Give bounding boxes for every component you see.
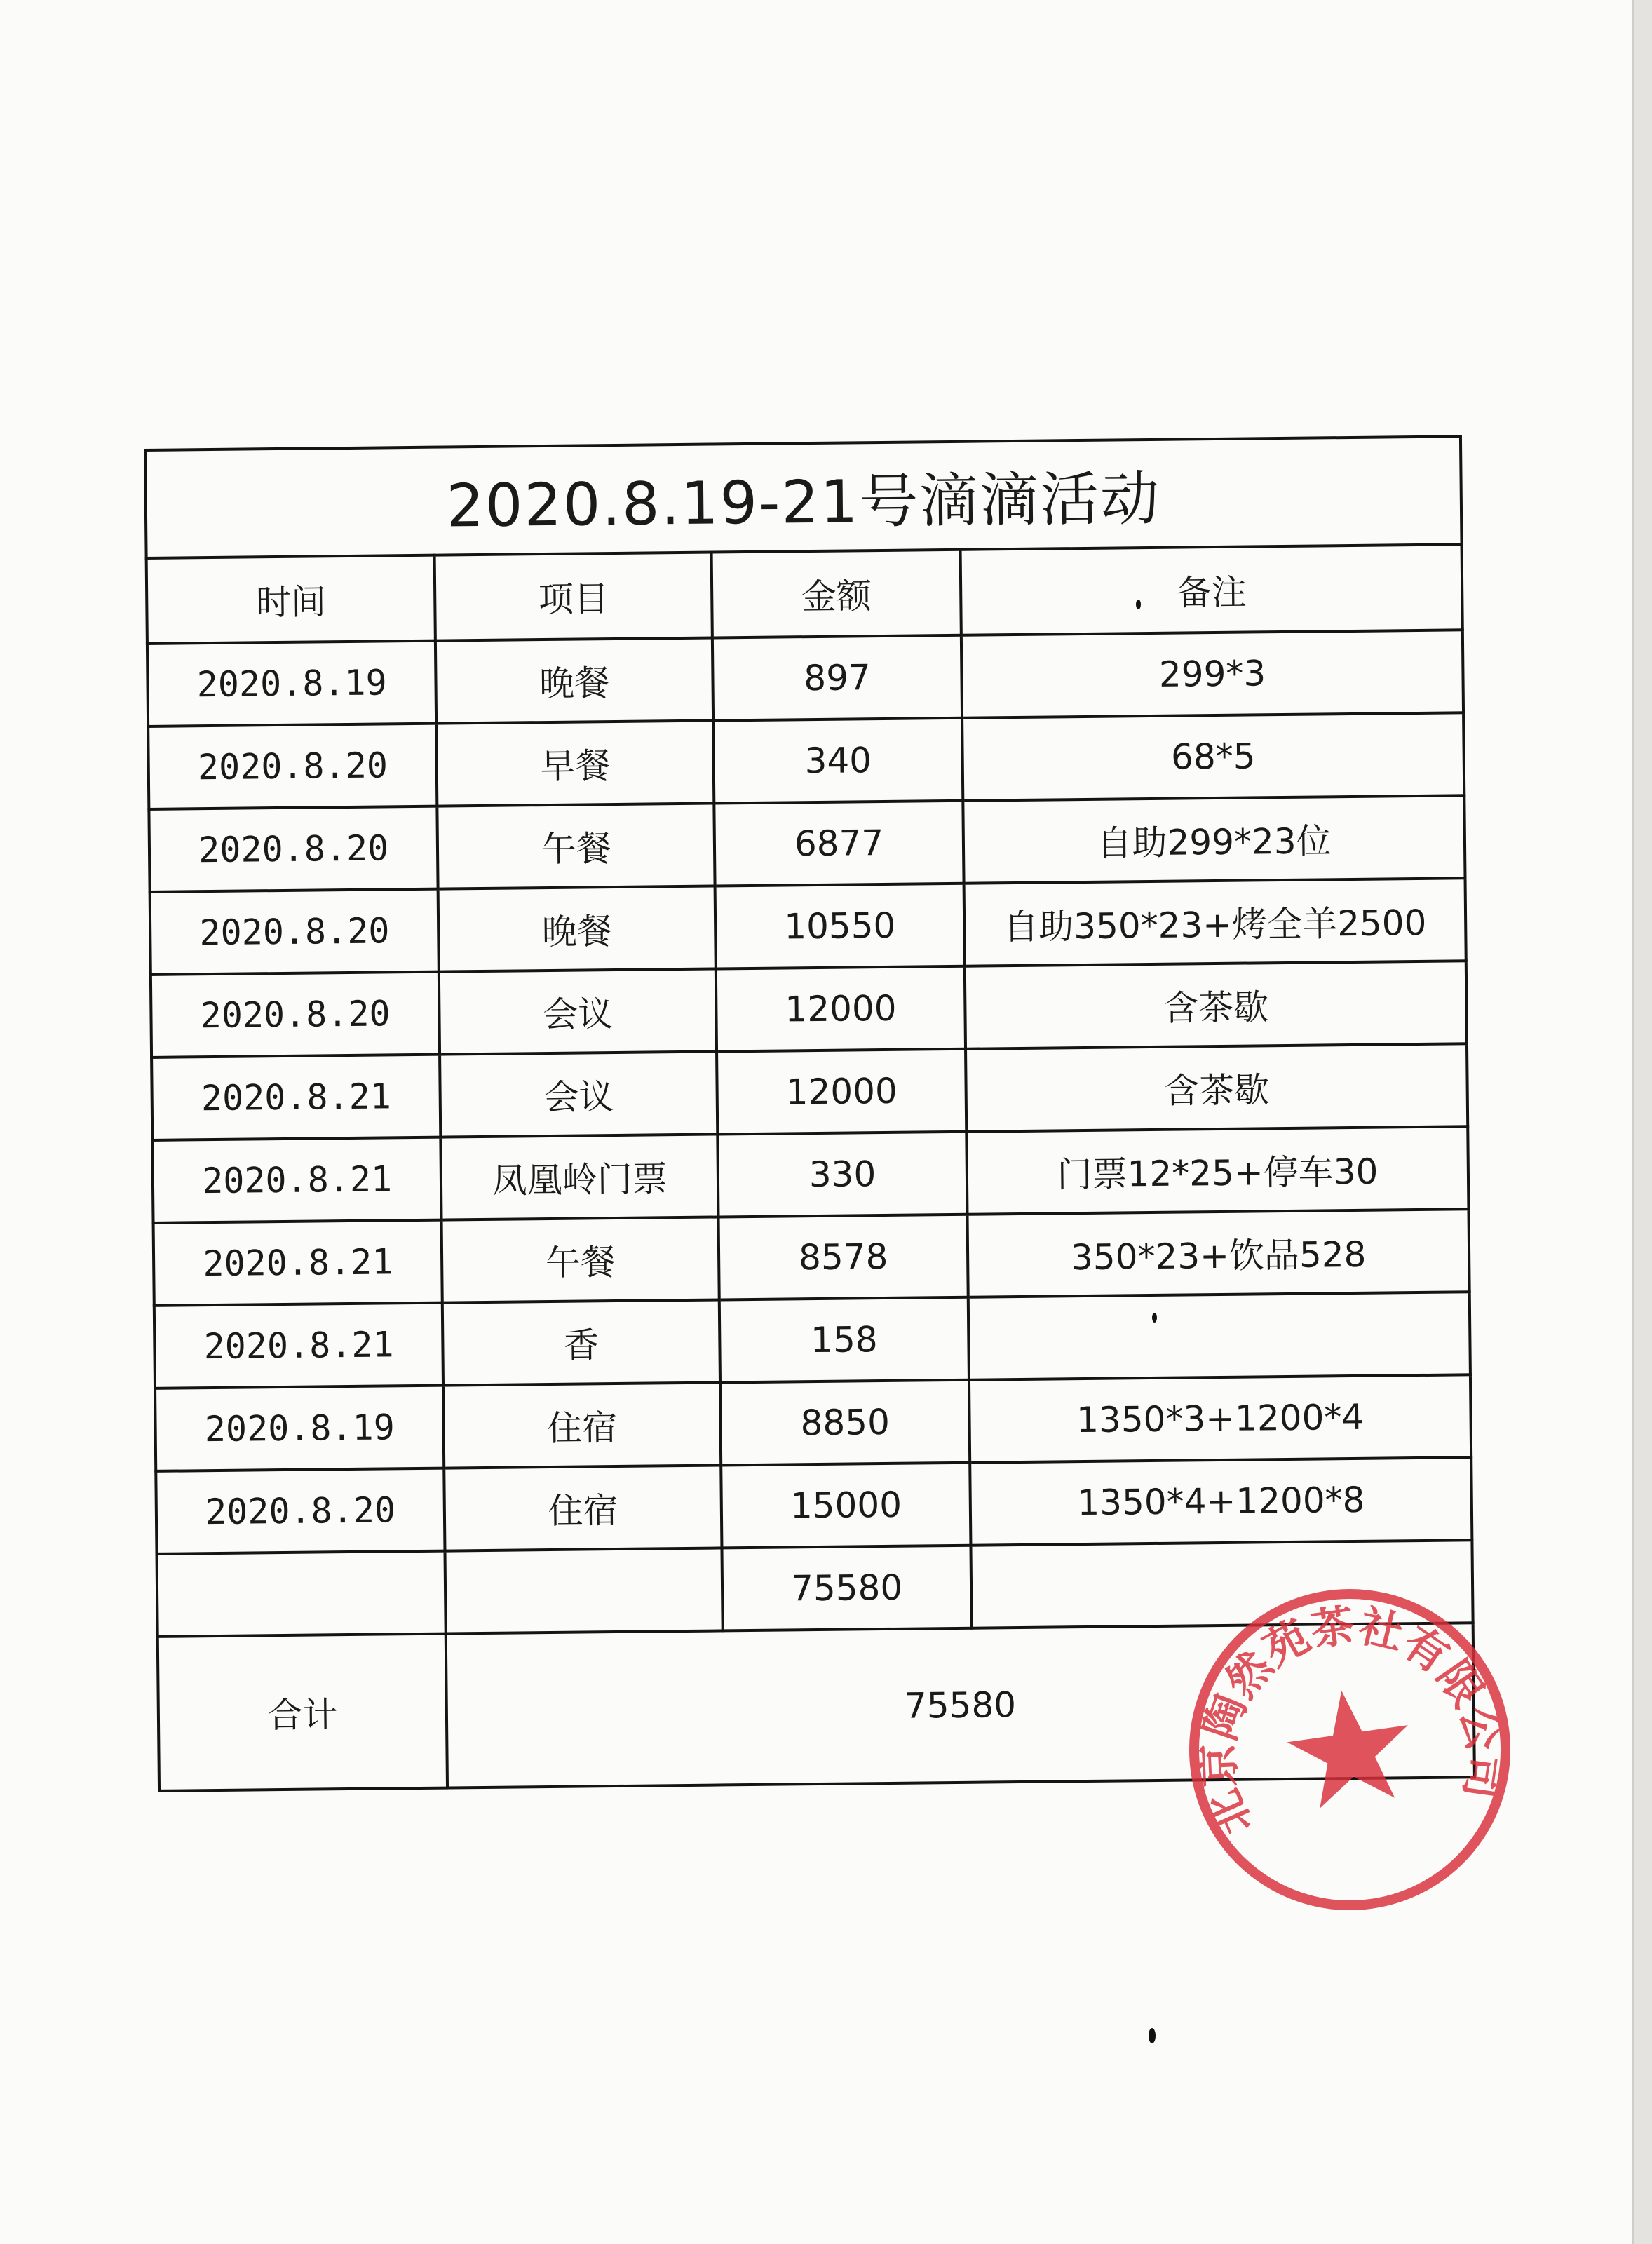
row-amount: 10550 [715,884,965,969]
expense-table [144,435,1476,1792]
row-amount: 8578 [719,1215,968,1300]
table-title: 2020.8.19-21号滴滴活动 [145,436,1462,558]
subtotal-amount: 75580 [722,1546,971,1631]
table-row [152,1126,1468,1223]
row-amount: 8850 [720,1380,970,1466]
header-note: 备注 [961,544,1463,635]
seal-text: 北京陶然苑茶社有限公司 [1191,1599,1512,1844]
row-amount: 330 [717,1132,967,1217]
row-item: 住宿 [443,1382,721,1468]
company-seal [1164,1564,1536,1936]
subtotal-date [157,1551,447,1637]
adjacent-page-edge [1632,0,1652,2244]
row-note: 68*5 [962,712,1464,800]
table-row [154,1209,1470,1306]
row-item: 早餐 [437,721,715,806]
row-note [968,1292,1470,1379]
row-date: 2020.8.19 [155,1386,445,1471]
table-row [147,630,1463,726]
ink-dot [1149,2028,1156,2043]
row-date: 2020.8.20 [150,889,440,975]
ink-dot [1136,600,1141,609]
header-item: 项目 [435,553,712,641]
row-date: 2020.8.21 [154,1303,444,1388]
row-amount: 158 [719,1297,969,1383]
row-amount: 897 [712,635,962,721]
ink-dot [1152,1313,1157,1323]
table-row [150,878,1466,975]
header-amount: 金额 [712,550,961,638]
row-item: 晚餐 [435,638,713,724]
row-note: 含茶歇 [966,1043,1468,1131]
row-date: 2020.8.21 [152,1137,442,1223]
row-item: 住宿 [445,1465,722,1550]
row-item: 晚餐 [438,886,716,972]
row-date: 2020.8.21 [154,1220,443,1306]
table-row [155,1374,1471,1471]
header-row [147,544,1463,644]
row-date: 2020.8.19 [147,641,437,726]
row-item: 午餐 [442,1217,719,1302]
row-amount: 340 [713,718,963,804]
row-amount: 15000 [721,1463,970,1548]
row-item: 午餐 [438,804,715,889]
row-amount: 12000 [717,1049,966,1135]
row-item: 会议 [440,1051,717,1137]
table-row [149,795,1465,892]
table-row [154,1292,1470,1388]
table-row [156,1457,1472,1554]
row-date: 2020.8.20 [156,1468,445,1554]
row-note: 1350*3+1200*4 [969,1374,1471,1462]
table-row [151,1043,1468,1140]
row-note: 299*3 [961,630,1463,717]
table-row [151,961,1467,1057]
row-date: 2020.8.21 [151,1055,441,1140]
subtotal-item [445,1548,723,1633]
row-amount: 6877 [714,801,963,886]
row-note: 1350*4+1200*8 [970,1457,1472,1545]
row-note: 350*23+饮品528 [968,1209,1470,1297]
title-row [145,436,1462,558]
row-date: 2020.8.20 [148,724,438,809]
total-value: 75580 [446,1623,1475,1787]
row-amount: 12000 [716,966,966,1052]
row-note: 自助299*23位 [963,795,1465,883]
row-date: 2020.8.20 [149,806,438,892]
row-note: 门票12*25+停车30 [966,1126,1468,1214]
row-item: 凤凰岭门票 [441,1134,719,1219]
row-item: 会议 [439,968,717,1054]
table-row [148,712,1464,809]
row-note: 含茶歇 [965,961,1467,1048]
seal-star-icon [1281,1682,1418,1812]
row-item: 香 [442,1299,720,1385]
row-date: 2020.8.20 [151,972,440,1057]
header-date: 时间 [147,555,436,644]
row-note: 自助350*23+烤全羊2500 [964,878,1466,966]
total-label: 合计 [158,1634,448,1791]
